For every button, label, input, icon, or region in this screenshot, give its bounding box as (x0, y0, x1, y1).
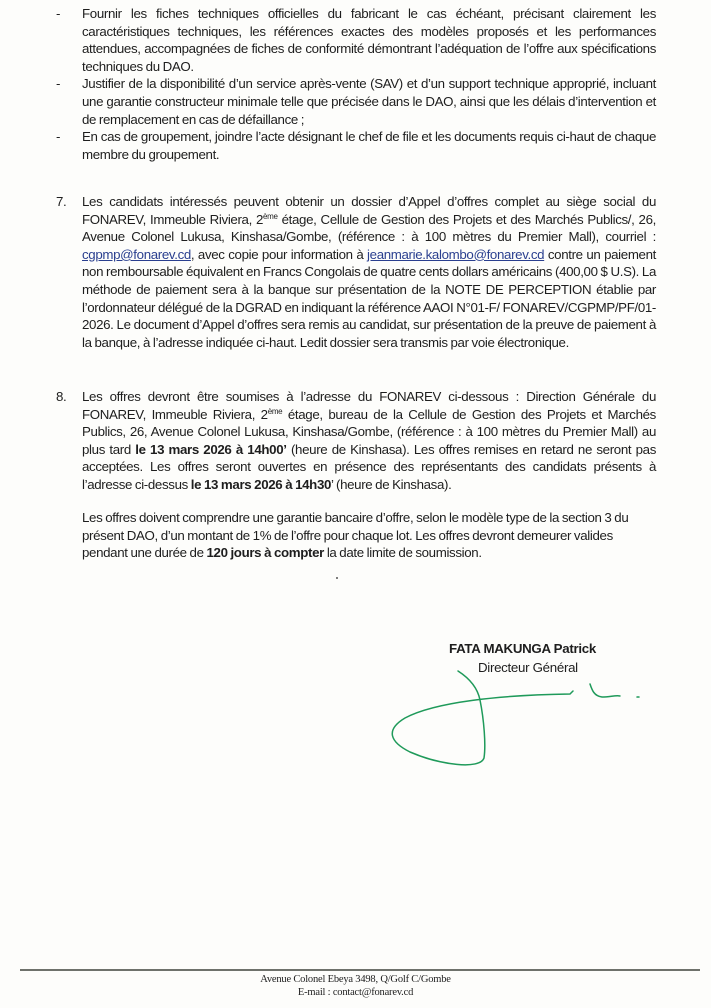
superscript: ème (263, 211, 278, 221)
bullet-text: Fournir les fiches techniques officielles du fabricant le cas échéant, précisant clairement les caractéristiques techniques, les références exactes des modèles proposés et les performances attendues, accompagnées de fiches de conformité démontrant l’adéquation de l’offre aux spécifications techniques du DAO. (82, 6, 656, 74)
bullet-marker: - (56, 129, 61, 145)
section-7-body (56, 193, 656, 351)
footer-email: E-mail : contact@fonarev.cd (297, 987, 414, 998)
email-link-cgpmp[interactable]: cgpmp@fonarev.cd (82, 246, 191, 262)
text: (heure de Kinshasa). Les offres remises en retard ne seront pas acceptées. Les offres seront ouvertes en présence des représentants des candidats présents à l’adresse ci-dessus (82, 441, 657, 492)
text: , avec copie pour information à (190, 246, 368, 262)
text: contre un paiement non remboursable équivalent en Francs Congolais de quatre cents dollars américains (400,00 $ U.S). La méthode de paiement sera à la banque sur présentation de la NOTE DE PERCEPTION établie par l’ordonnateur délégué de la DGRAD en indiquant la référence AAOI N°01-F/ FONAREV/CGPMP/PF/01-2026. Le document d’Appel d’offres sera remis au candidat, sur présentation de la preuve de paiement à la banque, à l’adresse indiquée ci-haut. Ledit dossier sera transmis par voie électronique. (82, 246, 656, 350)
text: Les offres doivent comprendre une garantie bancaire d’offre, selon le modèle type de la section 3 du présent DAO, d’un montant de 1% de l’offre pour chaque lot. Les offres devront demeurer valides pendant une durée de (82, 510, 629, 561)
section-number: 7. (56, 194, 67, 209)
text: étage, Cellule de Gestion des Projets et des Marchés Publics/, 26, Avenue Colonel Lukusa, Kinshasa/Gombe, (référence : à 100 mètres du Premier Mall), courriel : (82, 211, 656, 245)
text: ’ (heure de Kinshasa). (331, 476, 452, 492)
guarantee-paragraph (82, 509, 656, 562)
requirements-list (56, 5, 656, 163)
submission-deadline: le 13 mars 2026 à 14h00’ (135, 441, 287, 457)
signature-stroke (590, 684, 620, 697)
text: Les candidats intéressés peuvent obtenir un dossier d’Appel d’offres complet au siège social du FONAREV, Immeuble Riviera, 2 (82, 194, 656, 227)
signatory-title: Directeur Général (478, 660, 578, 675)
section-8 (56, 388, 656, 494)
superscript: ème (267, 406, 283, 416)
footer-address: Avenue Colonel Ebeya 3498, Q/Golf C/Gombe (260, 974, 451, 985)
section-number: 8. (56, 389, 67, 404)
bullet-marker: - (56, 6, 61, 21)
list-item (56, 128, 656, 163)
stray-mark (336, 577, 338, 579)
opening-date: le 13 mars 2026 à 14h30 (190, 476, 332, 492)
signatory-name: FATA MAKUNGA Patrick (449, 641, 596, 656)
section-8-body (56, 388, 656, 494)
list-item (56, 75, 656, 128)
bullet-marker: - (56, 76, 61, 92)
text: la date limite de soumission. (323, 545, 482, 561)
email-link-kalombo[interactable]: jeanmarie.kalombo@fonarev.cd (367, 246, 545, 262)
bullet-text: Justifier de la disponibilité d’un service après-vente (SAV) et d’un support technique approprié, incluant une garantie constructeur minimale telle que précisée dans le DAO, ainsi que les délais d’intervention et de remplacement en cas de défaillance ; (82, 76, 656, 127)
bullet-text: En cas de groupement, joindre l’acte désignant le chef de file et les documents requis ci-haut de chaque membre du groupement. (82, 129, 656, 162)
list-item (56, 5, 656, 75)
footer-divider (20, 969, 700, 971)
validity-period: 120 jours à compter (206, 545, 324, 561)
text: Les offres devront être soumises à l’adresse du FONAREV ci-dessous : Direction Générale du FONAREV, Immeuble Riviera, 2 (82, 389, 656, 422)
text: étage, bureau de la Cellule de Gestion des Projets et Marchés Publics, 26, Avenue Colonel Lukusa, Kinshasa/Gombe, (référence : à 100 mètres du Premier Mall) au plus tard (82, 406, 656, 457)
section-7 (56, 193, 656, 351)
signature-stroke (392, 671, 573, 765)
